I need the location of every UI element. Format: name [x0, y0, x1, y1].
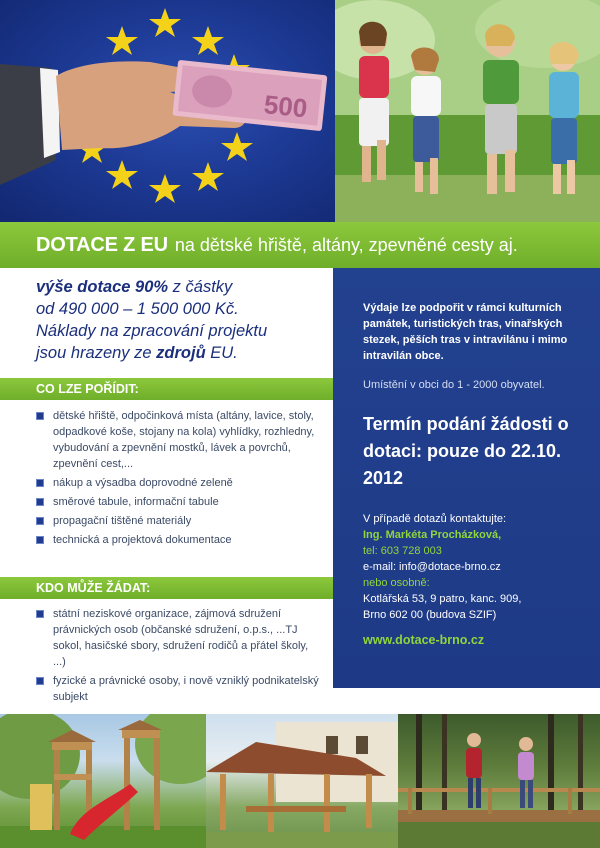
gazebo-photo [206, 714, 398, 848]
right-info-panel [333, 268, 600, 688]
contact-block [363, 511, 583, 648]
eligible-expenses: Výdaje lze podpořit v rámci kulturních památek, turistických tras, vinařských stezek, pěších tras v intravilánu i mimo intravilán obce. [363, 302, 568, 362]
address-line-1: Kotlářská 53, 9 patro, kanc. 909, [363, 593, 522, 605]
section-who-list [36, 606, 321, 708]
amount-prefix: výše dotace 90% [36, 278, 169, 296]
list-item-text: technická a projektová dokumentace [53, 534, 232, 546]
contact-in-person: nebo osobně: [363, 577, 430, 589]
subsidy-amount [36, 276, 326, 364]
contact-name: Ing. Markéta Procházková, [363, 529, 502, 541]
gazebo-illustration [206, 714, 398, 848]
running-children-photo [335, 0, 600, 222]
bullet-square-icon [36, 536, 44, 544]
headline-strong: DOTACE Z EU [36, 233, 168, 256]
children-illustration [335, 0, 600, 222]
bottom-photo-strip [0, 714, 600, 848]
eu-star-icon [192, 26, 224, 55]
application-deadline: Termín podání žádosti o dotaci: pouze do 22.10. 2012 [363, 414, 569, 488]
list-item-text: fyzické a právnické osoby, i nově vzniklý podnikatelský subjekt [53, 675, 319, 703]
eu-money-photo [0, 0, 335, 222]
list-item [36, 475, 321, 491]
banknote-value: 500 [262, 89, 309, 124]
section-what-title: CO LZE POŘÍDIT: [0, 378, 333, 400]
left-column [0, 268, 333, 703]
location-condition: Umístění v obci do 1 - 2000 obyvatel. [363, 379, 545, 391]
contact-email[interactable]: e-mail: info@dotace-brno.cz [363, 561, 501, 573]
amount-line4-pre: jsou hrazeny ze [36, 344, 157, 362]
list-item [36, 673, 321, 705]
list-item [36, 606, 321, 670]
eu-star-icon [221, 132, 253, 161]
eu-star-icon [192, 162, 224, 191]
list-item-text: směrové tabule, informační tabule [53, 496, 219, 508]
address-line-2: Brno 602 00 (budova SZIF) [363, 609, 497, 621]
bullet-square-icon [36, 412, 44, 420]
headline-bar [0, 222, 600, 268]
section-who-title: KDO MŮŽE ŽÁDAT: [0, 577, 333, 599]
list-item-text: nákup a výsadba doprovodné zeleně [53, 477, 233, 489]
section-what-list [36, 408, 321, 551]
eu-star-icon [106, 160, 138, 189]
contact-intro: V případě dotazů kontaktujte: [363, 513, 507, 525]
amount-line1-rest: z částky [168, 278, 233, 296]
bullet-square-icon [36, 610, 44, 618]
footbridge-photo [398, 714, 600, 848]
amount-costs: Náklady na zpracování projektu [36, 322, 268, 340]
list-item-text: dětské hřiště, odpočinková místa (altány, lavice, stoly, odpadkové koše, stojany na kola) vyhlídky, rozhledny, vybudování a zpevnění mostků, lávek a povrchů, zpevnění cest,... [53, 410, 315, 470]
amount-line4-bold: zdrojů [156, 344, 206, 362]
website-link[interactable]: www.dotace-brno.cz [363, 633, 485, 647]
contact-phone[interactable]: tel: 603 728 003 [363, 545, 442, 557]
amount-range: od 490 000 – 1 500 000 Kč. [36, 300, 239, 318]
headline-rest: na dětské hřiště, altány, zpevněné cesty aj. [174, 234, 518, 255]
eu-star-icon [149, 8, 181, 37]
list-item [36, 408, 321, 472]
playground-photo [0, 714, 206, 848]
eu-star-icon [106, 26, 138, 55]
list-item [36, 532, 321, 548]
bullet-square-icon [36, 479, 44, 487]
list-item [36, 513, 321, 529]
eu-star-icon [149, 174, 181, 203]
amount-line4-post: EU. [205, 344, 238, 362]
eu-stars-illustration [0, 0, 335, 222]
footbridge-illustration [398, 714, 600, 848]
bullet-square-icon [36, 517, 44, 525]
list-item-text: státní neziskové organizace, zájmová sdružení právnických osob (občanské sdružení, o.p.s., ...TJ sokol, hasičské sbory, sdružení rodičů a přátel školy, ...) [53, 608, 309, 668]
top-photo-band [0, 0, 600, 222]
bullet-square-icon [36, 498, 44, 506]
list-item [36, 494, 321, 510]
bullet-square-icon [36, 677, 44, 685]
list-item-text: propagační tištěné materiály [53, 515, 192, 527]
playground-illustration [0, 714, 206, 848]
